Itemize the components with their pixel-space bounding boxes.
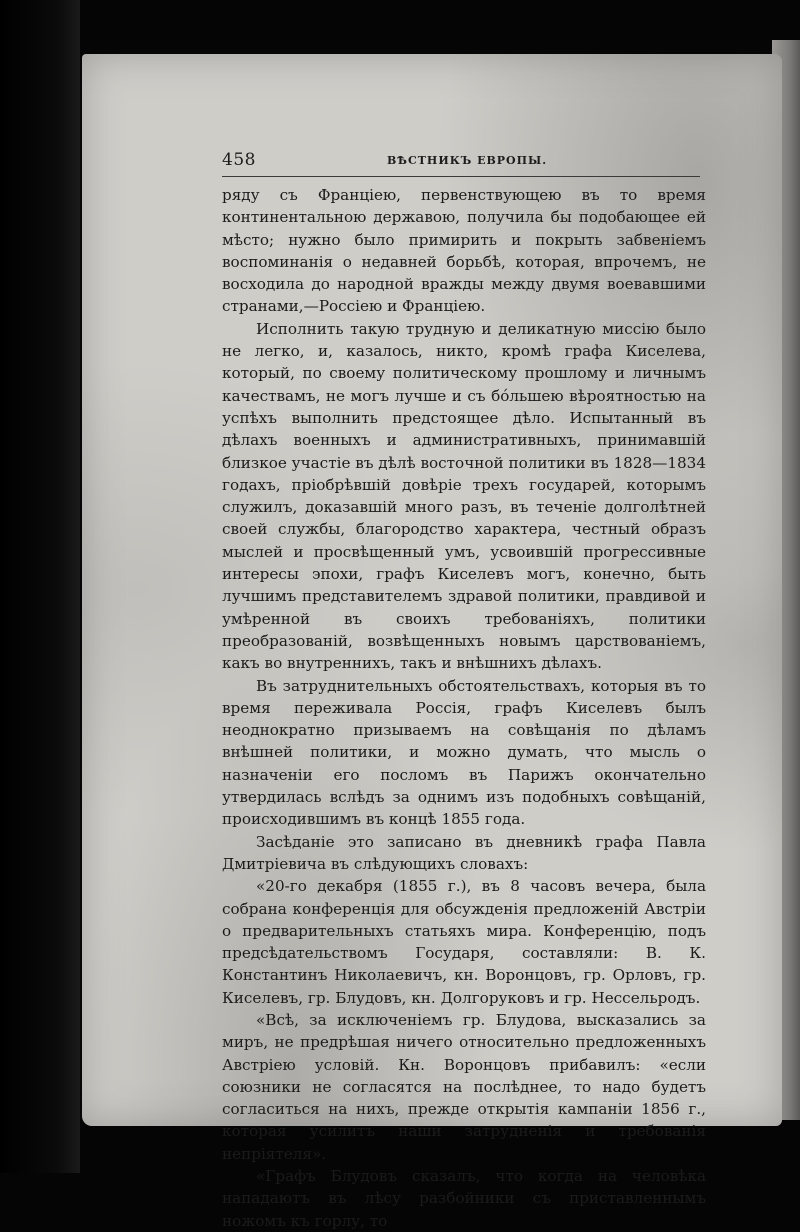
page-number: 458 bbox=[222, 150, 256, 170]
diary-quote-paragraph: «Всѣ, за исключеніемъ гр. Блудова, высказались за миръ, не предрѣшая ничего относительно предложенныхъ Австріею условій. Кн. Воронцовъ прибавилъ: «если союзники не согласятся на послѣднее, то надо будетъ согласиться на нихъ, прежде открытія кампаніи 1856 г., которая усилитъ наши затрудненія и требованія непріятеля». bbox=[222, 1010, 706, 1163]
paragraph: Засѣданіе это записано въ дневникѣ графа Павла Дмитріевича въ слѣдующихъ словахъ: bbox=[222, 832, 706, 873]
paragraph: ряду съ Франціею, первенствующею въ то время континентальною державою, получила бы подобающее ей мѣсто; нужно было примирить и покрыть забвеніемъ воспоминанія о недавней борьбѣ, которая, впрочемъ, не восходила до народной вражды между двумя воевавшими странами,—Россіею и Франціею. bbox=[222, 186, 706, 316]
header-rule bbox=[222, 176, 700, 177]
diary-quote-paragraph: «Графъ Блудовъ сказалъ, что когда на человѣка нападаютъ въ лѣсу разбойники съ приставленнымъ ножомъ къ горлу, то bbox=[222, 1167, 706, 1230]
paragraph: Въ затруднительныхъ обстоятельствахъ, которыя въ то время переживала Россія, графъ Киселевъ былъ неоднократно призываемъ на совѣщанія по дѣламъ внѣшней политики, и можно думать, что мысль о назначеніи его посломъ въ Парижъ окончательно утвердилась вслѣдъ за однимъ изъ подобныхъ совѣщаній, происходившимъ въ концѣ 1855 года. bbox=[222, 676, 706, 829]
diary-quote-paragraph: «20-го декабря (1855 г.), въ 8 часовъ вечера, была собрана конференція для обсужденія предложеній Австріи о предварительныхъ статьяхъ мира. Конференцію, подъ предсѣдательствомъ Государя, составляли: В. К. Константинъ Николаевичъ, кн. Воронцовъ, гр. Орловъ, гр. Киселевъ, гр. Блудовъ, кн. Долгоруковъ и гр. Нессельродъ. bbox=[222, 877, 706, 1007]
paragraph: Исполнить такую трудную и деликатную миссію было не легко, и, казалось, никто, кромѣ графа Киселева, который, по своему политическому прошлому и личнымъ качествамъ, не могъ лучше и съ бо́льшею вѣроятностью на успѣхъ выполнить предстоящее дѣло. Испытанный въ дѣлахъ военныхъ и административныхъ, принимавшій близкое участіе въ дѣлѣ восточной политики въ 1828—1834 годахъ, пріобрѣвшій довѣріе трехъ государей, которымъ служилъ, доказавшій много разъ, въ теченіе долголѣтней своей службы, благородство характера, честный образъ мыслей и просвѣщенный умъ, усвоившій прогрессивные интересы эпохи, графъ Киселевъ могъ, конечно, быть лучшимъ представителемъ здравой политики, правдивой и умѣренной въ своихъ требованіяхъ, политики преобразованій, возвѣщенныхъ новымъ царствованіемъ, какъ во внутреннихъ, такъ и внѣшнихъ дѣлахъ. bbox=[222, 319, 706, 673]
scan-background-left bbox=[0, 0, 80, 1173]
body-text bbox=[222, 184, 706, 1232]
running-head: ВѢСТНИКЪ ЕВРОПЫ. bbox=[387, 154, 548, 167]
page-header bbox=[222, 150, 700, 176]
